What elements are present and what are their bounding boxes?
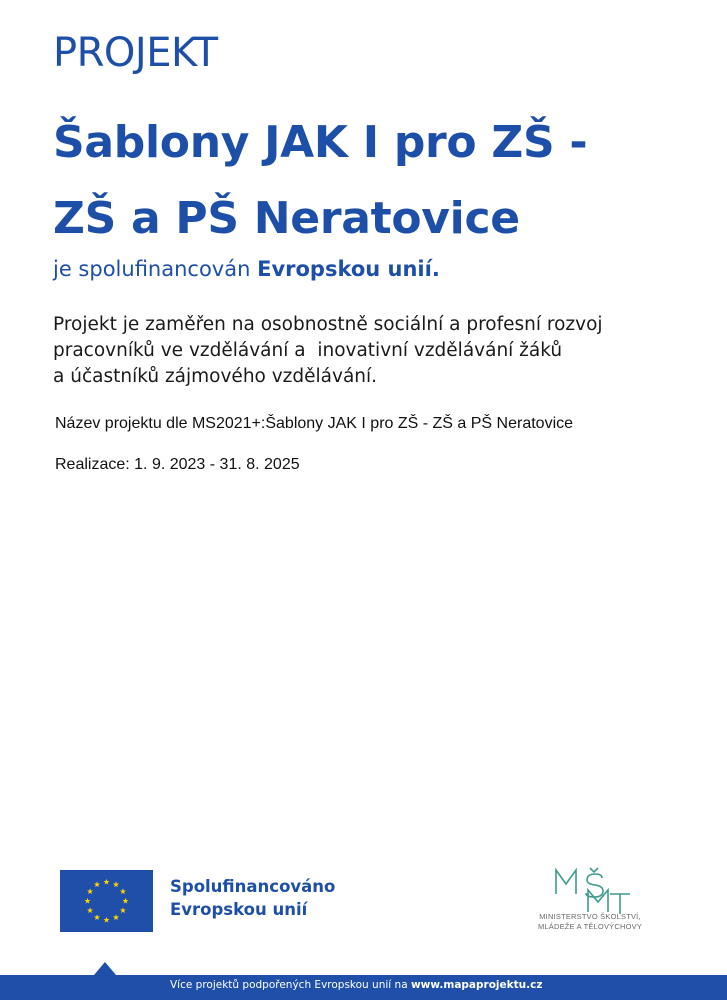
cofinancing-statement [53, 257, 440, 281]
title-line-1: Šablony JAK I pro ZŠ - [53, 117, 588, 168]
title-line-2: ZŠ a PŠ Neratovice [53, 193, 520, 244]
bottom-bar-notch [94, 962, 116, 975]
project-label: PROJEKT [53, 30, 218, 76]
msmt-caption-line-2: MLÁDEŽE A TĚLOVÝCHOVY [537, 922, 643, 931]
bottom-bar-text [170, 979, 542, 991]
eu-text-line-1: Spolufinancováno [170, 877, 336, 896]
eu-cofinanced-text [170, 875, 335, 921]
cofinancing-emphasis: Evropskou unií. [257, 257, 440, 281]
mapaprojektu-link[interactable]: www.mapaprojektu.cz [410, 979, 543, 991]
project-name-info: Název projektu dle MS2021+:Šablony JAK I pro ZŠ - ZŠ a PŠ Neratovice [55, 415, 574, 432]
cofinancing-prefix: je spolufinancován [53, 257, 258, 281]
project-realization-dates: Realizace: 1. 9. 2023 - 31. 8. 2025 [55, 456, 300, 473]
project-description [53, 312, 693, 390]
eu-text-line-2: Evropskou unií [170, 900, 308, 919]
msmt-caption-line-1: MINISTERSTVO ŠKOLSTVÍ, [539, 912, 641, 921]
project-title [53, 105, 713, 257]
bottom-bar-prefix: Více projektů podpořených Evropskou unií na [170, 979, 411, 991]
description-line-3: a účastníků zájmového vzdělávání. [53, 366, 378, 387]
msmt-caption [515, 912, 665, 932]
eu-flag-icon [60, 870, 153, 932]
description-line-1: Projekt je zaměřen na osobnostně sociální a profesní rozvoj [53, 314, 603, 335]
description-line-2: pracovníků ve vzdělávání a inovativní vzdělávání žáků [53, 340, 563, 361]
